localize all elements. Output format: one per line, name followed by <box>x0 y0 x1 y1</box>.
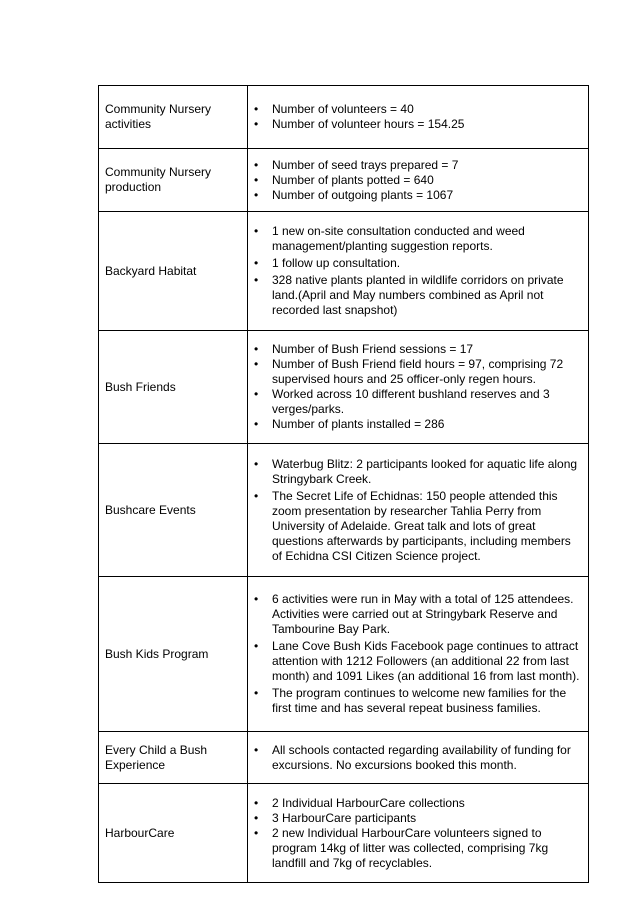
row-content <box>248 784 589 883</box>
table-row <box>99 86 589 149</box>
list-item: • Worked across 10 different bushland reserves and 3 verges/parks. <box>272 387 582 417</box>
row-label: Backyard Habitat <box>99 212 248 331</box>
row-content <box>248 86 589 149</box>
list-item: • 6 activities were run in May with a total of 125 attendees. Activities were carried out at Stringybark Reserve and Tambourine Bay Park. <box>272 592 582 637</box>
table-row <box>99 784 589 883</box>
list-item: • Number of volunteer hours = 154.25 <box>272 117 582 132</box>
list-item: • Waterbug Blitz: 2 participants looked for aquatic life along Stringybark Creek. <box>272 457 582 487</box>
row-content <box>248 331 589 444</box>
list-item: • Number of plants potted = 640 <box>272 173 582 188</box>
list-item: • Number of Bush Friend field hours = 97, comprising 72 supervised hours and 25 officer-only regen hours. <box>272 357 582 387</box>
bullet-list <box>252 457 582 564</box>
list-item: • Number of Bush Friend sessions = 17 <box>272 342 582 357</box>
row-label: Bush Friends <box>99 331 248 444</box>
list-item: • Number of seed trays prepared = 7 <box>272 158 582 173</box>
row-label: Community Nursery production <box>99 149 248 212</box>
table-row <box>99 149 589 212</box>
list-item: • 328 native plants planted in wildlife corridors on private land.(April and May numbers combined as April not recorded last snapshot) <box>272 273 582 318</box>
bullet-list <box>252 342 582 432</box>
bullet-list <box>252 102 582 132</box>
table-row <box>99 331 589 444</box>
list-item: • 1 new on-site consultation conducted and weed management/planting suggestion reports. <box>272 224 582 254</box>
list-item: • Lane Cove Bush Kids Facebook page continues to attract attention with 1212 Followers (an additional 22 from last month) and 1091 Likes (an additional 16 from last month). <box>272 639 582 684</box>
row-label: Bushcare Events <box>99 444 248 577</box>
table-row <box>99 732 589 784</box>
table-row <box>99 444 589 577</box>
row-content <box>248 732 589 784</box>
bullet-list <box>252 158 582 203</box>
list-item: • Number of plants installed = 286 <box>272 417 582 432</box>
list-item: • 1 follow up consultation. <box>272 256 582 271</box>
list-item: • All schools contacted regarding availability of funding for excursions. No excursions booked this month. <box>272 743 582 773</box>
row-label: Community Nursery activities <box>99 86 248 149</box>
list-item: • 2 Individual HarbourCare collections <box>272 796 582 811</box>
list-item: • Number of volunteers = 40 <box>272 102 582 117</box>
row-label: Every Child a Bush Experience <box>99 732 248 784</box>
row-content <box>248 577 589 732</box>
bullet-list <box>252 743 582 773</box>
row-content <box>248 444 589 577</box>
table-row <box>99 577 589 732</box>
list-item: • 2 new Individual HarbourCare volunteers signed to program 14kg of litter was collected, comprising 7kg landfill and 7kg of recyclables. <box>272 826 582 871</box>
list-item: • The Secret Life of Echidnas: 150 people attended this zoom presentation by researcher Tahlia Perry from University of Adelaide. Great talk and lots of great questions afterwards by participants, including members of Echidna CSI Citizen Science project. <box>272 489 582 564</box>
row-content <box>248 212 589 331</box>
bullet-list <box>252 224 582 318</box>
bullet-list <box>252 796 582 871</box>
row-content <box>248 149 589 212</box>
list-item: • Number of outgoing plants = 1067 <box>272 188 582 203</box>
table-row <box>99 212 589 331</box>
list-item: • 3 HarbourCare participants <box>272 811 582 826</box>
row-label: HarbourCare <box>99 784 248 883</box>
activity-report-table <box>98 85 589 883</box>
row-label: Bush Kids Program <box>99 577 248 732</box>
bullet-list <box>252 592 582 716</box>
list-item: • The program continues to welcome new families for the first time and has several repeat business families. <box>272 686 582 716</box>
